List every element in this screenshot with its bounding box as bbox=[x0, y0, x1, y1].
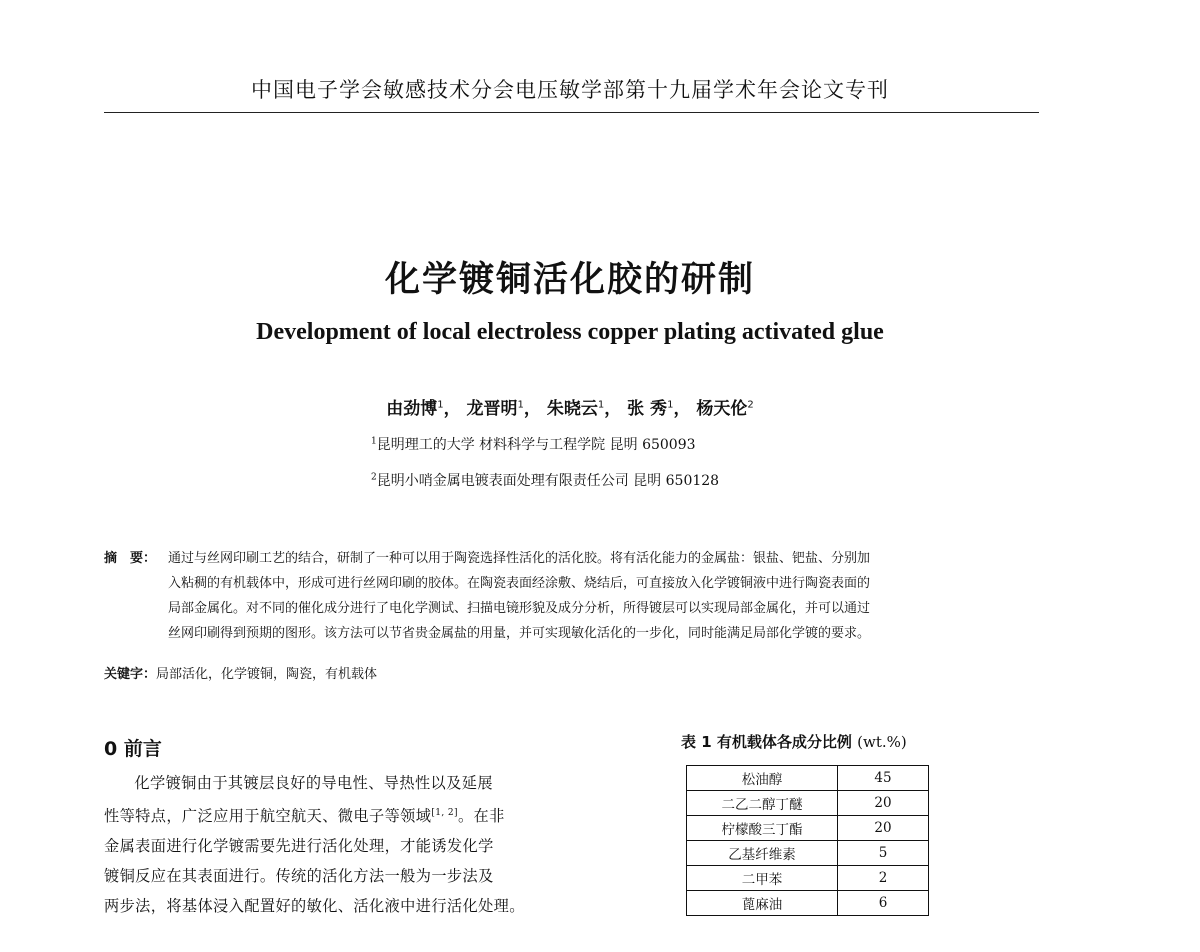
author-name: 朱晓云 bbox=[546, 399, 598, 419]
table-unit: (wt.%) bbox=[857, 733, 907, 751]
table-row bbox=[687, 766, 929, 791]
component-name: 二乙二醇丁醚 bbox=[687, 791, 838, 816]
affiliation-mark: 2 bbox=[371, 472, 377, 483]
author-affiliation-mark: 1 bbox=[517, 399, 524, 411]
intro-line: 两步法，将基体浸入配置好的敏化、活化液中进行活化处理。 bbox=[104, 897, 525, 916]
component-name: 松油醇 bbox=[687, 766, 838, 791]
table-row bbox=[687, 791, 929, 816]
abstract-line: 通过与丝网印刷工艺的结合，研制了一种可以用于陶瓷选择性活化的活化胶。将有活化能力的金属盐：银盐、钯盐、分别加 bbox=[168, 551, 871, 566]
table-1-caption: 表 1 有机载体各成分比例 (wt.%) bbox=[681, 733, 907, 751]
table-row bbox=[687, 816, 929, 841]
intro-line: 化学镀铜由于其镀层良好的导电性、导热性以及延展 bbox=[134, 774, 493, 792]
author-name: 龙晋明 bbox=[466, 399, 518, 419]
component-name: 二甲苯 bbox=[687, 866, 838, 891]
component-name: 蓖麻油 bbox=[687, 891, 838, 916]
affiliation-mark: 1 bbox=[371, 436, 377, 447]
intro-line: 性等特点，广泛应用于航空航天、微电子等领域[1, 2]。在非 bbox=[104, 807, 505, 826]
affiliation-1 bbox=[371, 434, 696, 454]
abstract-line: 丝网印刷得到预期的图形。该方法可以节省贵金属盐的用量，并可实现敏化活化的一步化，同时能满足局部化学镀的要求。 bbox=[168, 626, 871, 641]
affiliation-text: 昆明小哨金属电镀表面处理有限责任公司 昆明 650128 bbox=[376, 473, 720, 489]
citation-reference: [1, 2] bbox=[431, 808, 458, 818]
component-value: 20 bbox=[838, 816, 929, 841]
intro-line: 镀铜反应在其表面进行。传统的活化方法一般为一步法及 bbox=[104, 867, 494, 886]
author-list: 由劲博$^1$， 龙晋明$^1$， 朱晓云$^1$， 张 秀$^1$， 杨天伦$^2$ bbox=[386, 399, 754, 419]
abstract-line: 局部金属化。对不同的催化成分进行了电化学测试、扫描电镜形貌及成分分析，所得镀层可以实现局部金属化，并可以通过 bbox=[168, 601, 871, 616]
author-affiliation-mark: 1 bbox=[667, 399, 674, 411]
table-row bbox=[687, 891, 929, 916]
component-value: 45 bbox=[838, 766, 929, 791]
table-row bbox=[687, 841, 929, 866]
component-value: 6 bbox=[838, 891, 929, 916]
organic-carrier-composition-table bbox=[686, 765, 929, 916]
component-value: 20 bbox=[838, 791, 929, 816]
header-divider bbox=[104, 112, 1039, 113]
paper-title-chinese: 化学镀铜活化胶的研制 bbox=[384, 260, 755, 300]
author-name: 张 秀 bbox=[627, 399, 668, 419]
affiliation-2 bbox=[371, 470, 719, 490]
abstract-label: 摘 要： bbox=[104, 551, 157, 566]
introduction-text bbox=[104, 768, 554, 921]
author-affiliation-mark: 1 bbox=[437, 399, 444, 411]
keywords-block bbox=[104, 663, 377, 682]
table-row bbox=[687, 866, 929, 891]
keywords-label: 关键字： bbox=[104, 667, 157, 682]
component-name: 柠檬酸三丁酯 bbox=[687, 816, 838, 841]
abstract-body bbox=[168, 546, 1040, 646]
keywords-text: 局部活化，化学镀铜，陶瓷，有机载体 bbox=[156, 667, 378, 682]
component-value: 5 bbox=[838, 841, 929, 866]
author-affiliation-mark: 1 bbox=[597, 399, 605, 411]
abstract-block bbox=[104, 546, 1040, 646]
abstract-line: 入粘稠的有机载体中，形成可进行丝网印刷的胶体。在陶瓷表面经涂敷、烧结后，可直接放入化学镀铜液中进行陶瓷表面的 bbox=[168, 576, 871, 591]
paper-title-english: Development of local electroless copper plating activated glue bbox=[256, 319, 884, 345]
component-name: 乙基纤维素 bbox=[687, 841, 838, 866]
journal-header-title: 中国电子学会敏感技术分会电压敏学部第十九届学术年会论文专刊 bbox=[251, 78, 889, 102]
author-name: 杨天伦 bbox=[696, 399, 748, 419]
author-name: 由劲博 bbox=[386, 399, 438, 419]
affiliation-text: 昆明理工的大学 材料科学与工程学院 昆明 650093 bbox=[376, 437, 696, 453]
author-affiliation-mark: 2 bbox=[747, 399, 754, 411]
section-heading-introduction: 0 前言 bbox=[104, 738, 162, 760]
component-value: 2 bbox=[838, 866, 929, 891]
intro-line: 金属表面进行化学镀需要先进行活化处理，才能诱发化学 bbox=[104, 837, 494, 856]
